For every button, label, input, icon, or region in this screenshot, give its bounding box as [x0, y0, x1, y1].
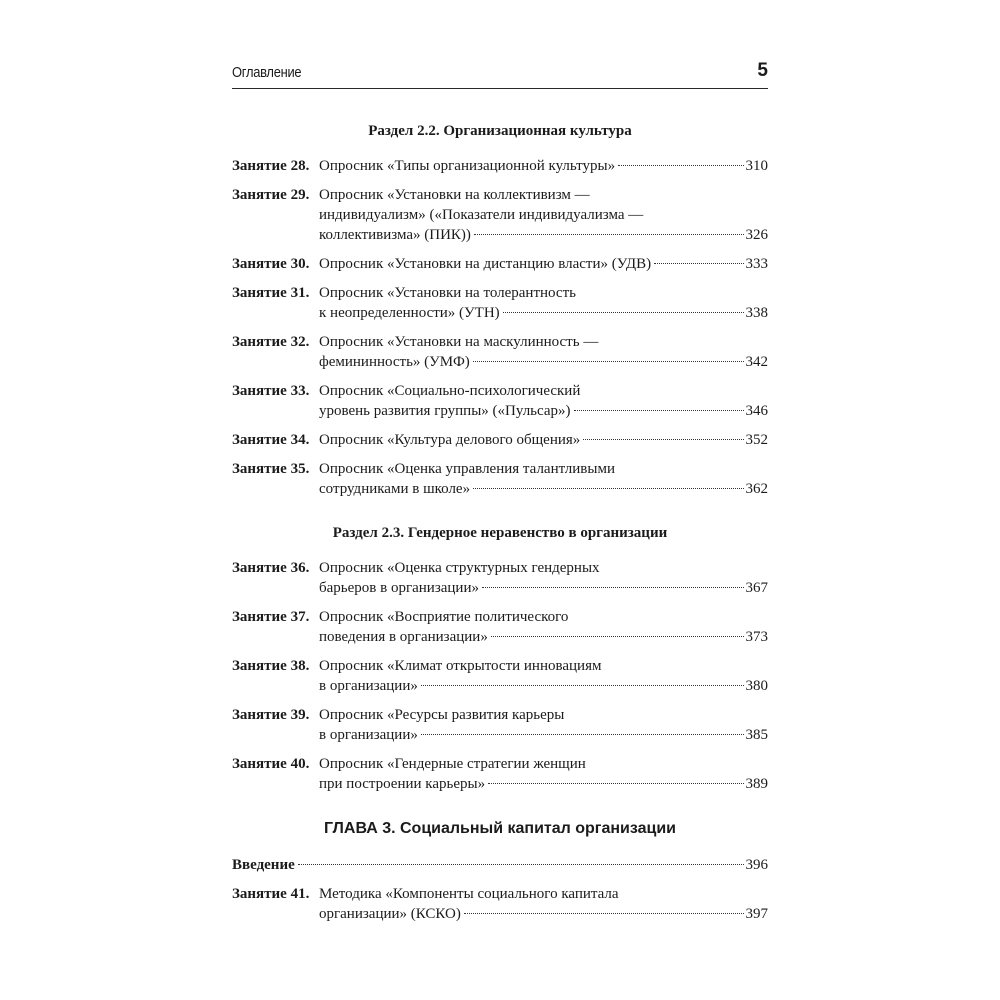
entry-title: коллективизма» (ПИК))	[319, 227, 471, 243]
entry-label: Занятие 35.	[232, 461, 310, 477]
dot-leader	[491, 636, 744, 637]
entry-title-line: индивидуализм» («Показатели индивидуализма —	[319, 207, 644, 223]
entry-title: сотрудниками в школе»	[319, 481, 471, 497]
entry-title-line: Опросник «Установки на толерантность	[319, 285, 576, 301]
chapter-heading: ГЛАВА 3. Социальный капитал организации	[323, 820, 676, 837]
page-ref: 310	[745, 158, 768, 174]
entry-title: к неопределенности» (УТН)	[319, 305, 500, 321]
entry-title: в организации»	[319, 727, 418, 743]
page-ref: 397	[745, 906, 768, 922]
entry-label: Занятие 29.	[232, 187, 310, 203]
toc-entry-30[interactable]	[232, 254, 768, 274]
page-ref: 373	[745, 629, 768, 645]
running-header	[232, 58, 768, 89]
entry-title: фемининность» (УМФ)	[319, 354, 470, 370]
dot-leader	[421, 685, 744, 686]
entry-last-line	[232, 855, 768, 875]
toc-entry-39[interactable]	[232, 705, 768, 745]
entry-label: Занятие 41.	[232, 886, 310, 902]
entry-label: Занятие 37.	[232, 609, 310, 625]
toc-entry-32[interactable]	[232, 332, 768, 372]
entry-label: Занятие 28.	[232, 158, 310, 174]
entry-title-line: Опросник «Восприятие политического	[319, 609, 569, 625]
page-ref: 389	[745, 776, 768, 792]
entry-last-line	[319, 225, 768, 245]
toc-entry-34[interactable]	[232, 430, 768, 450]
entry-title-line: Опросник «Социально-психологический	[319, 383, 581, 399]
entry-title: поведения в организации»	[319, 629, 488, 645]
toc-entry-41[interactable]	[232, 884, 768, 924]
dot-leader	[482, 587, 744, 588]
entry-label: Занятие 33.	[232, 383, 310, 399]
entry-label: Занятие 32.	[232, 334, 310, 350]
entry-last-line	[319, 479, 768, 499]
page-ref: 380	[745, 678, 768, 694]
dot-leader	[618, 165, 743, 166]
entry-title-line: Методика «Компоненты социального капитала	[319, 886, 619, 902]
entry-last-line	[319, 156, 768, 176]
entry-last-line	[319, 904, 768, 924]
entry-title: уровень развития группы» («Пульсар»)	[319, 403, 571, 419]
page-ref: 352	[745, 432, 768, 448]
page-ref: 367	[745, 580, 768, 596]
toc-entry-33[interactable]	[232, 381, 768, 421]
entry-title: Введение	[232, 857, 295, 873]
page-ref: 385	[745, 727, 768, 743]
entry-title: Опросник «Типы организационной культуры»	[319, 158, 616, 174]
entry-title-line: Опросник «Ресурсы развития карьеры	[319, 707, 565, 723]
entry-last-line	[319, 774, 768, 794]
entry-last-line	[319, 725, 768, 745]
entry-label: Занятие 39.	[232, 707, 310, 723]
dot-leader	[421, 734, 744, 735]
entry-last-line	[319, 430, 768, 450]
toc-entry-38[interactable]	[232, 656, 768, 696]
toc-page	[232, 58, 768, 924]
entry-title-line: Опросник «Оценка управления талантливыми	[319, 461, 615, 477]
entry-title-line: Опросник «Климат открытости инновациям	[319, 658, 602, 674]
entry-last-line	[319, 254, 768, 274]
dot-leader	[574, 410, 744, 411]
toc-entry-28[interactable]	[232, 156, 768, 176]
running-title: Оглавление	[232, 64, 302, 81]
entry-last-line	[319, 578, 768, 598]
dot-leader	[583, 439, 743, 440]
toc-entry-36[interactable]	[232, 558, 768, 598]
entry-label: Занятие 36.	[232, 560, 310, 576]
dot-leader	[474, 234, 744, 235]
entry-last-line	[319, 352, 768, 372]
entry-title-line: Опросник «Гендерные стратегии женщин	[319, 756, 586, 772]
page-ref: 342	[745, 354, 768, 370]
page-ref: 326	[745, 227, 768, 243]
entry-title: при построении карьеры»	[319, 776, 486, 792]
entry-title-line: Опросник «Установки на коллективизм —	[319, 187, 590, 203]
dot-leader	[298, 864, 744, 865]
dot-leader	[654, 263, 743, 264]
section-heading: Раздел 2.3. Гендерное неравенство в организации	[332, 525, 668, 541]
dot-leader	[503, 312, 744, 313]
entry-title-line: Опросник «Установки на маскулинность —	[319, 334, 599, 350]
entry-title-line: Опросник «Оценка структурных гендерных	[319, 560, 600, 576]
entry-last-line	[319, 627, 768, 647]
entry-last-line	[319, 303, 768, 323]
entry-title: Опросник «Культура делового общения»	[319, 432, 581, 448]
entry-label: Занятие 30.	[232, 256, 310, 272]
toc-entry-31[interactable]	[232, 283, 768, 323]
entry-title: барьеров в организации»	[319, 580, 479, 596]
entry-title: в организации»	[319, 678, 418, 694]
entry-label: Занятие 31.	[232, 285, 310, 301]
page-ref: 333	[745, 256, 768, 272]
page-ref: 396	[745, 857, 768, 873]
toc-entry-37[interactable]	[232, 607, 768, 647]
entry-title: организации» (КСКО)	[319, 906, 461, 922]
entry-last-line	[319, 676, 768, 696]
toc-entry-40[interactable]	[232, 754, 768, 794]
toc-entry-29[interactable]	[232, 185, 768, 245]
entry-last-line	[319, 401, 768, 421]
entry-label: Занятие 34.	[232, 432, 310, 448]
page-number: 5	[757, 60, 768, 81]
dot-leader	[488, 783, 743, 784]
section-heading: Раздел 2.2. Организационная культура	[368, 123, 632, 139]
toc-entry-introduction[interactable]	[232, 855, 768, 875]
page-ref: 346	[745, 403, 768, 419]
entry-label: Занятие 40.	[232, 756, 310, 772]
dot-leader	[464, 913, 744, 914]
page-ref: 338	[745, 305, 768, 321]
dot-leader	[473, 361, 744, 362]
entry-label: Занятие 38.	[232, 658, 310, 674]
dot-leader	[473, 488, 743, 489]
toc-entry-35[interactable]	[232, 459, 768, 499]
entry-title: Опросник «Установки на дистанцию власти» (УДВ)	[319, 256, 652, 272]
page-ref: 362	[745, 481, 768, 497]
